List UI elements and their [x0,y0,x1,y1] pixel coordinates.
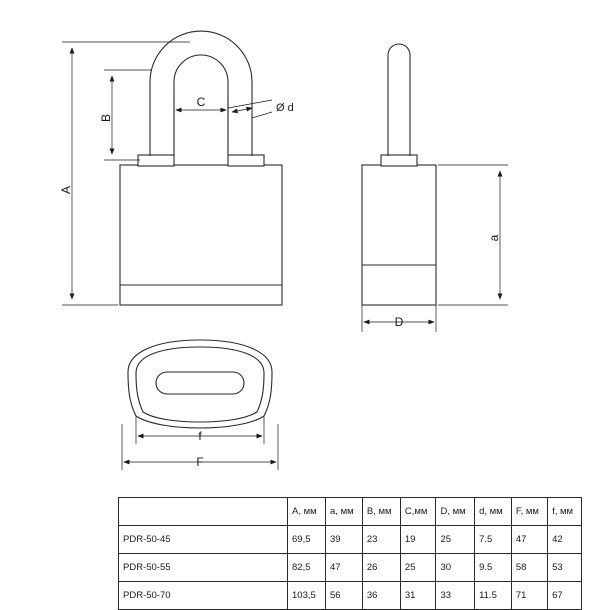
dimension-label-d: Ø d [276,102,294,114]
table-cell-F: 58 [511,554,547,582]
table-header-C: C,мм [400,498,436,526]
table-header-row [119,498,582,526]
table-cell-B: 36 [362,582,400,610]
table-cell-A: 103,5 [288,582,326,610]
table-cell-model: PDR-50-55 [119,554,288,582]
table-cell-D: 33 [436,582,475,610]
table-header-model [119,498,288,526]
front-view-dimensions [62,42,272,305]
side-view-dimensions [362,165,508,332]
dimension-label-a: a [487,234,501,242]
table-cell-f: 42 [548,526,582,554]
table-cell-model: PDR-50-70 [119,582,288,610]
table-cell-A: 69,5 [288,526,326,554]
table-header-A: A, мм [288,498,326,526]
table-cell-C: 25 [400,554,436,582]
table-row [119,554,582,582]
table-cell-a: 47 [326,554,363,582]
table-cell-C: 19 [400,526,436,554]
front-view-geometry [120,31,282,305]
table-cell-F: 71 [511,582,547,610]
table-cell-d: 7.5 [475,526,512,554]
dimension-label-C: C [196,95,206,109]
table-header-B: B, мм [362,498,400,526]
table-cell-model: PDR-50-45 [119,526,288,554]
table-cell-f: 53 [548,554,582,582]
table-cell-a: 39 [326,526,363,554]
table-row [119,526,582,554]
table-cell-d: 9.5 [475,554,512,582]
table-header-F: F, мм [511,498,547,526]
table-cell-D: 30 [436,554,475,582]
specification-table [118,497,582,610]
table-cell-a: 56 [326,582,363,610]
top-view-geometry [128,340,272,428]
table-cell-C: 31 [400,582,436,610]
table-header-f: f, мм [548,498,582,526]
table-cell-F: 47 [511,526,547,554]
table-cell-A: 82,5 [288,554,326,582]
table-cell-B: 23 [362,526,400,554]
table-header-D: D, мм [436,498,475,526]
table-cell-f: 67 [548,582,582,610]
table-row [119,582,582,610]
dimension-label-F: F [196,455,204,469]
table-header-d: d, мм [475,498,512,526]
dimension-label-D: D [394,315,404,329]
dimension-label-B: B [99,113,113,123]
side-view-geometry [362,44,436,305]
dimension-label-f: f [198,429,202,443]
table-cell-d: 11.5 [475,582,512,610]
table-header-a: a, мм [326,498,363,526]
table-cell-D: 25 [436,526,475,554]
table-cell-B: 26 [362,554,400,582]
dimension-label-A: A [59,185,73,195]
